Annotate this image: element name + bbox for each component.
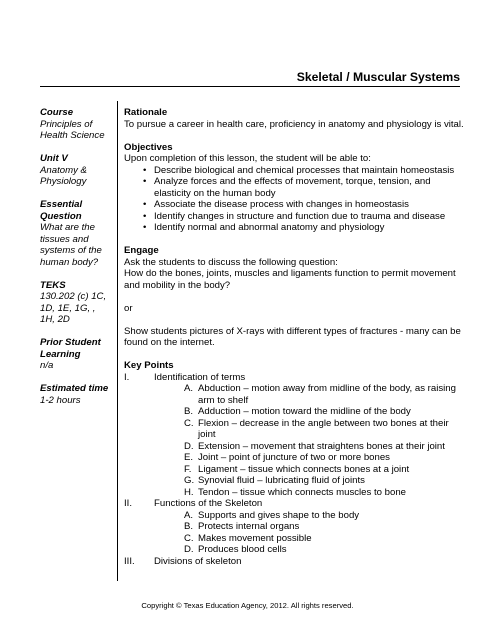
item-letter: A.: [184, 383, 194, 394]
key-points-heading: Key Points: [124, 360, 174, 371]
item-letter: D.: [184, 544, 194, 555]
sidebar-estimated-time: [40, 383, 110, 406]
list-item: [124, 211, 464, 223]
objective-text: Analyze forces and the effects of movement, torque, tension, and elasticity on the human body: [154, 176, 431, 199]
list-item: [124, 383, 464, 406]
item-text: Abduction – motion away from midline of the body, as raising arm to shelf: [198, 383, 456, 406]
section-numeral: I.: [124, 371, 130, 383]
list-item: [124, 521, 464, 533]
objectives-intro: Upon completion of this lesson, the student will be able to:: [124, 153, 371, 164]
item-letter: C.: [184, 417, 194, 429]
bullet-icon: •: [143, 199, 147, 210]
main-content: [124, 107, 464, 567]
objective-text: Describe biological and chemical processes that maintain homeostasis: [154, 164, 455, 176]
objective-text: Identify changes in structure and function due to trauma and disease: [154, 210, 446, 222]
list-item: [124, 510, 464, 522]
sidebar-value: 1-2 hours: [40, 394, 81, 406]
engage-heading: Engage: [124, 245, 159, 256]
sidebar-value: Principles of Health Science: [40, 118, 105, 141]
list-item: [124, 452, 464, 464]
list-item: [124, 176, 464, 199]
item-letter: B.: [184, 406, 194, 417]
bullet-icon: •: [143, 164, 147, 176]
key-point-section: [124, 556, 464, 568]
objectives-heading: Objectives: [124, 141, 173, 153]
sidebar-value: 130.202 (c) 1C, 1D, 1E, 1G, , 1H, 2D: [40, 291, 107, 325]
list-item: [124, 165, 464, 177]
bullet-icon: •: [143, 222, 147, 233]
sidebar-value: What are the tissues and systems of the human body?: [40, 222, 102, 268]
list-item: [124, 533, 464, 545]
sidebar-unit: [40, 153, 110, 188]
list-item: [124, 464, 464, 476]
section-title: Divisions of skeleton: [154, 555, 242, 567]
item-letter: C.: [184, 532, 194, 544]
list-item: [124, 418, 464, 441]
sidebar-prior-learning: [40, 337, 110, 372]
engage-question: How do the bones, joints, muscles and ligaments function to permit movement and mobility in the body?: [124, 268, 456, 291]
list-item: [124, 199, 464, 211]
sidebar-value: Anatomy & Physiology: [40, 164, 87, 187]
item-letter: E.: [184, 452, 194, 463]
item-letter: G.: [184, 475, 195, 486]
section-title: Identification of terms: [154, 371, 246, 383]
item-letter: F.: [184, 463, 192, 475]
section-numeral: II.: [124, 498, 132, 509]
title-divider: [40, 86, 460, 87]
rationale-heading: Rationale: [124, 107, 168, 118]
key-point-section: [124, 372, 464, 384]
item-text: Supports and gives shape to the body: [198, 509, 360, 521]
list-item: [124, 487, 464, 499]
column-divider: [117, 101, 118, 581]
item-text: Protects internal organs: [198, 521, 300, 532]
item-text: Joint – point of juncture of two or more bones: [198, 452, 390, 463]
objectives-list: [124, 165, 464, 234]
list-item: [124, 222, 464, 234]
engage-alternative: Show students pictures of X-rays with different types of fractures - many can be found on the internet.: [124, 325, 461, 348]
objective-text: Identify normal and abnormal anatomy and physiology: [154, 222, 385, 233]
key-point-section: [124, 498, 464, 510]
bullet-icon: •: [143, 176, 147, 187]
section-numeral: III.: [124, 555, 135, 567]
sidebar-essential-question: [40, 199, 110, 268]
engage-text: Ask the students to discuss the following question:: [124, 256, 338, 268]
sidebar-teks: [40, 280, 110, 326]
sidebar-label: TEKS: [40, 279, 66, 291]
list-item: [124, 475, 464, 487]
item-text: Ligament – tissue which connects bones at a joint: [198, 463, 410, 475]
sidebar-course: [40, 107, 110, 142]
sidebar-label: Unit V: [40, 153, 68, 164]
rationale-text: To pursue a career in health care, proficiency in anatomy and physiology is vital.: [124, 118, 464, 130]
item-text: Makes movement possible: [198, 532, 312, 544]
item-text: Produces blood cells: [198, 544, 287, 555]
engage-or: or: [124, 302, 133, 314]
sidebar-label: Prior Student Learning: [40, 337, 101, 360]
item-text: Flexion – decrease in the angle between two bones at their joint: [198, 417, 449, 440]
copyright-footer: Copyright © Texas Education Agency, 2012. All rights reserved.: [141, 601, 354, 610]
item-letter: B.: [184, 521, 194, 532]
item-text: Extension – movement that straightens bones at their joint: [198, 440, 445, 452]
item-text: Synovial fluid – lubricating fluid of joints: [198, 475, 365, 486]
item-letter: A.: [184, 509, 194, 521]
page-title: Skeletal / Muscular Systems: [296, 70, 460, 84]
item-text: Tendon – tissue which connects muscles to bone: [198, 486, 406, 498]
sidebar: [40, 107, 110, 418]
list-item: [124, 406, 464, 418]
sidebar-value: n/a: [40, 360, 54, 371]
sidebar-label: Estimated time: [40, 383, 109, 394]
item-letter: D.: [184, 440, 194, 452]
list-item: [124, 544, 464, 556]
objective-text: Associate the disease process with changes in homeostasis: [154, 199, 409, 210]
section-title: Functions of the Skeleton: [154, 498, 263, 509]
sidebar-label: Essential Question: [40, 199, 83, 222]
bullet-icon: •: [143, 210, 147, 222]
list-item: [124, 441, 464, 453]
sidebar-label: Course: [40, 107, 74, 118]
item-text: Adduction – motion toward the midline of the body: [198, 406, 411, 417]
item-letter: H.: [184, 486, 194, 498]
